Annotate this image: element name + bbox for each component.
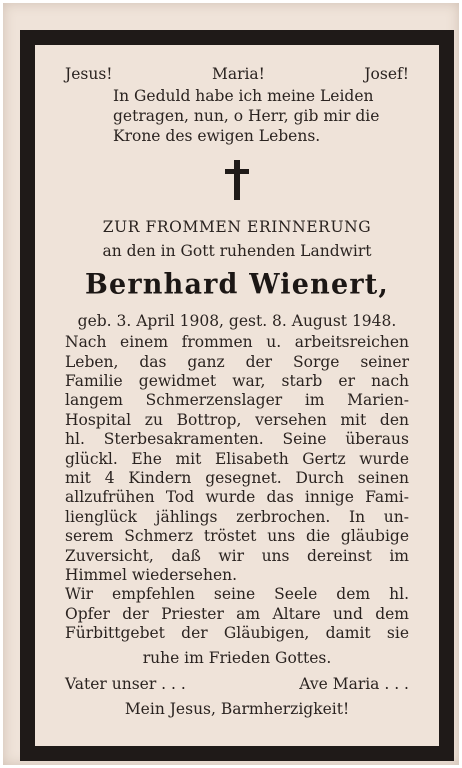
ave-maria: Ave Maria . . .	[299, 674, 409, 693]
biography-line: hl. Sterbesakramenten. Seine überaus	[65, 430, 409, 449]
memorial-card	[3, 3, 459, 765]
vater-unser: Vater unser . . .	[65, 674, 186, 693]
prayer-line: getragen, nun, o Herr, gib mir die	[113, 107, 380, 125]
invocation-josef: Josef!	[364, 65, 409, 83]
biography-line: Leben, das ganz der Sorge seiner	[65, 352, 409, 371]
biography-line: Wir empfehlen seine Seele dem hl.	[65, 585, 409, 604]
memorial-heading: ZUR FROMMEN ERINNERUNG	[102, 218, 372, 236]
prayer-line: In Geduld habe ich meine Leiden	[113, 87, 374, 105]
biography-line: Familie gewidmet war, starb er nach	[65, 372, 409, 390]
biography	[65, 333, 409, 643]
mourning-border	[20, 30, 454, 761]
biography-line: Fürbittgebet der Gläubigen, damit sie	[65, 624, 409, 643]
biography-line: Nach einem frommen u. arbeitsreichen	[65, 333, 409, 352]
cross-icon	[224, 160, 250, 200]
biography-line: Opfer der Priester am Altare und dem	[65, 604, 409, 623]
prayers-row	[65, 675, 409, 694]
card-text	[65, 65, 409, 720]
invocation-maria: Maria!	[211, 65, 265, 83]
biography-line: serem Schmerz tröstet uns die gläubige	[65, 527, 409, 546]
invocations	[65, 65, 409, 85]
closing-line: ruhe im Frieden Gottes.	[142, 649, 332, 668]
biography-line: langem Schmerzenslager im Marien-	[65, 391, 409, 410]
biography-line: allzufrühen Tod wurde das innige Fami-	[65, 488, 409, 507]
biography-line: lienglück jählings zerbrochen. In un-	[65, 507, 409, 526]
biography-line: mit 4 Kindern gesegnet. Durch seinen	[65, 468, 409, 487]
memorial-subheading: an den in Gott ruhenden Landwirt	[102, 242, 372, 261]
biography-line: Himmel wiedersehen.	[65, 565, 238, 584]
biography-line: glückl. Ehe mit Elisabeth Gertz wurde	[65, 449, 409, 468]
prayer-line: Krone des ewigen Lebens.	[113, 127, 321, 145]
biography-line: Zuversicht, daß wir uns dereinst im	[65, 546, 409, 565]
deceased-name: Bernhard Wienert,	[84, 268, 390, 301]
life-dates: geb. 3. April 1908, gest. 8. August 1948.	[77, 311, 397, 330]
final-invocation: Mein Jesus, Barmherzigkeit!	[124, 700, 350, 719]
invocation-jesus: Jesus!	[65, 65, 113, 83]
prayer-quote	[113, 86, 409, 146]
biography-line: Hospital zu Bottrop, versehen mit den	[65, 410, 409, 429]
